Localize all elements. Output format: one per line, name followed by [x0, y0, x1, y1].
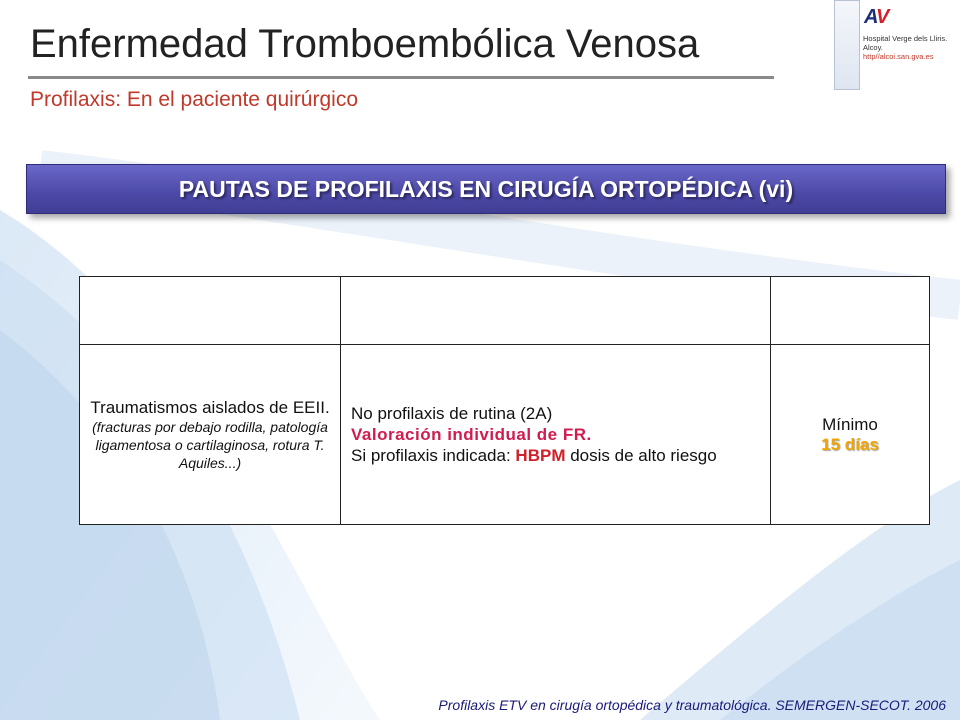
condition-cell [80, 345, 341, 525]
condition-main: Traumatismos aislados de EEII. [90, 398, 330, 417]
hospital-logo-badge [834, 0, 860, 90]
duration-label: Mínimo [822, 414, 878, 434]
hospital-url: http//alcoi.san.gva.es [863, 52, 934, 61]
section-banner [26, 164, 946, 214]
table-header-cell [341, 277, 771, 345]
slide-subtitle: Profilaxis: En el paciente quirúrgico [30, 88, 359, 111]
recommendation-line-2: Valoración individual de FR. [351, 425, 592, 444]
banner-title: PAUTAS DE PROFILAXIS EN CIRUGÍA ORTOPÉDICA (vi) [178, 175, 794, 202]
condition-detail: (fracturas por debajo rodilla, patología ligamentosa o cartilaginosa, rotura T. Aquiles...) [92, 419, 328, 471]
hospital-info [863, 34, 958, 61]
table-header-cell [80, 277, 341, 345]
duration-cell [771, 345, 930, 525]
hospital-name: Hospital Verge dels Lliris. [863, 34, 948, 43]
title-divider [28, 76, 774, 79]
duration-value: 15 días [821, 434, 879, 454]
hbpm-highlight: HBPM [515, 446, 566, 465]
table-header-row [80, 277, 930, 345]
prophylaxis-table [79, 276, 930, 525]
hospital-logo-icon: AV [864, 6, 889, 28]
footer-citation: Profilaxis ETV en cirugía ortopédica y traumatológica. SEMERGEN-SECOT. 2006 [438, 697, 946, 713]
recommendation-line-3: Si profilaxis indicada: HBPM dosis de alto riesgo [351, 446, 717, 465]
hospital-city: Alcoy. [863, 43, 883, 52]
slide-title: Enfermedad Tromboembólica Venosa [30, 22, 700, 66]
table-header-cell [771, 277, 930, 345]
recommendation-line-1: No profilaxis de rutina (2A) [351, 404, 553, 423]
table-row [80, 345, 930, 525]
recommendation-cell [341, 345, 771, 525]
